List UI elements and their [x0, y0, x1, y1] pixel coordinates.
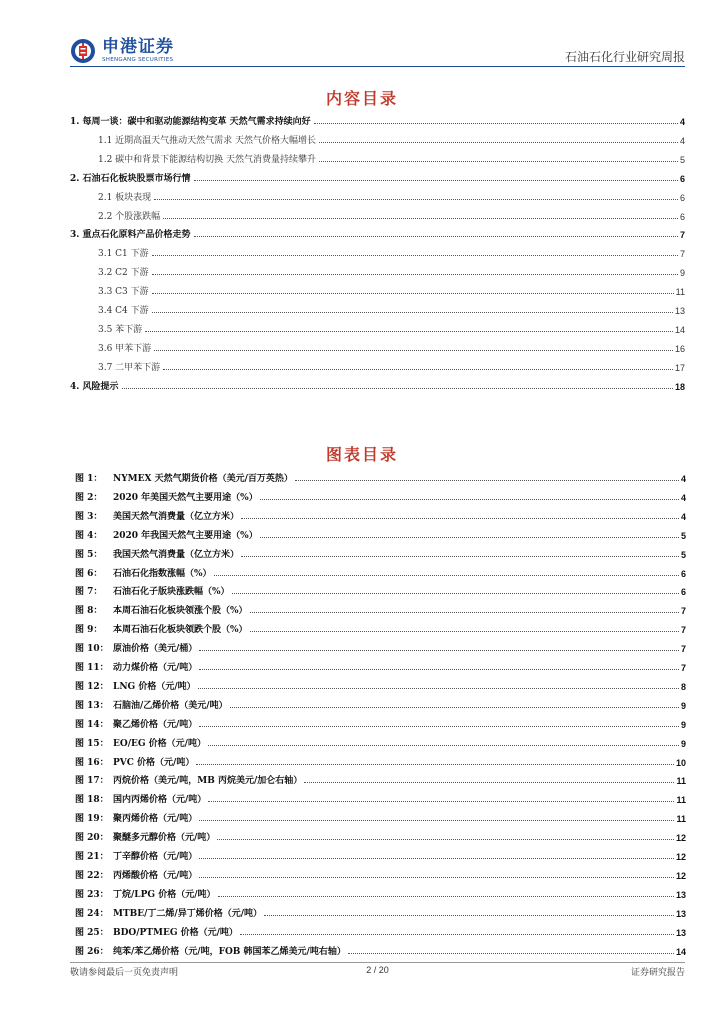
toc-entry-page: 5 — [679, 154, 685, 165]
figure-entry[interactable] — [75, 939, 686, 957]
dot-leader — [199, 650, 679, 651]
figure-entry-number: 图 9： — [75, 625, 103, 636]
figure-entry-page: 4 — [680, 492, 686, 503]
figure-entry-number: 图 22： — [75, 870, 109, 881]
document-type: 证券研究报告 — [630, 968, 685, 978]
figure-entry[interactable] — [75, 920, 686, 938]
figure-entry[interactable] — [75, 561, 686, 579]
figure-entry[interactable] — [75, 750, 686, 768]
dot-leader — [348, 953, 674, 954]
toc-entry-label: 3.5 苯下游 — [98, 324, 143, 335]
figure-entry-number: 图 20： — [75, 833, 109, 844]
page-header — [70, 30, 685, 70]
dot-leader — [260, 499, 679, 500]
toc-entry[interactable] — [70, 109, 685, 127]
figure-entry-page: 12 — [675, 870, 686, 881]
figure-entry[interactable] — [75, 712, 686, 730]
dot-leader — [163, 218, 678, 219]
figure-entry-number: 图 4： — [75, 530, 103, 541]
figure-entry-number: 图 11： — [75, 663, 109, 673]
dot-leader — [250, 612, 679, 613]
dot-leader — [199, 669, 679, 670]
figure-entry-page: 13 — [675, 927, 686, 938]
toc-entry[interactable] — [70, 185, 685, 203]
figure-entry[interactable] — [75, 598, 686, 616]
figure-entry[interactable] — [75, 655, 686, 673]
company-logo — [70, 34, 174, 68]
footer-divider — [70, 962, 685, 963]
toc-entry-label: 3.3 C3 下游 — [98, 287, 149, 298]
figure-entry-page: 9 — [680, 719, 686, 730]
figure-entry-title: MTBE/丁二烯/异丁烯价格（元/吨） — [113, 908, 262, 919]
figure-entry-title: 动力煤价格（元/吨） — [113, 663, 198, 673]
dot-leader — [295, 480, 679, 481]
figure-entry-number: 图 18： — [75, 795, 109, 806]
figure-entry[interactable] — [75, 825, 686, 843]
toc-entry-label: 3.2 C2 下游 — [98, 268, 149, 279]
disclaimer-note: 敬请参阅最后一页免责声明 — [70, 968, 179, 978]
toc-entry-page: 4 — [679, 117, 685, 127]
figure-entry-page: 7 — [680, 606, 686, 617]
figure-entry-title: BDO/PTMEG 价格（元/吨） — [113, 927, 238, 938]
figure-entry[interactable] — [75, 674, 686, 692]
figure-entry-page: 12 — [675, 833, 686, 844]
figure-entry-page: 13 — [675, 908, 686, 919]
figure-entry[interactable] — [75, 636, 686, 654]
figure-entry[interactable] — [75, 542, 686, 560]
figure-entry-title: 丙烷价格（美元/吨，MB 丙烷美元/加仑右轴） — [113, 776, 303, 787]
header-divider — [70, 66, 685, 67]
logo-english-name: SHENGANG SECURITIES — [102, 56, 174, 63]
dot-leader — [199, 820, 674, 821]
figure-entry-page: 9 — [680, 738, 686, 749]
toc-entry-page: 11 — [675, 287, 685, 298]
figure-entry-title: 2020 年我国天然气主要用途（%） — [113, 530, 258, 541]
figure-entry-title: LNG 价格（元/吨） — [113, 681, 196, 692]
dot-leader — [217, 839, 674, 840]
figure-entry-page: 6 — [680, 568, 686, 579]
toc-entry-label: 2.1 板块表现 — [98, 192, 152, 203]
figure-entry-number: 图 12： — [75, 681, 109, 692]
dot-leader — [152, 274, 678, 275]
figure-entry-number: 图 6： — [75, 568, 103, 579]
toc-entry[interactable] — [70, 336, 685, 354]
figure-entry-number: 图 7： — [75, 587, 103, 598]
toc-entry-page: 7 — [679, 230, 685, 241]
toc-entry[interactable] — [70, 128, 685, 146]
figure-entry[interactable] — [75, 901, 686, 919]
figure-entry-title: 纯苯/苯乙烯价格（元/吨，FOB 韩国苯乙烯美元/吨右轴） — [113, 946, 346, 957]
dot-leader — [304, 782, 674, 783]
figure-entry[interactable] — [75, 466, 686, 484]
toc-entry-label: 1. 每周一谈：碳中和驱动能源结构变革 天然气需求持续向好 — [70, 117, 311, 127]
dot-leader — [199, 726, 679, 727]
figure-entry-title: 丙烯酸价格（元/吨） — [113, 870, 198, 881]
toc-entry-label: 2.2 个股涨跌幅 — [98, 211, 161, 222]
figure-entry-title: 丁烷/LPG 价格（元/吨） — [113, 889, 216, 900]
figure-entry-page: 5 — [680, 549, 686, 560]
figure-entry-number: 图 26： — [75, 946, 109, 957]
dot-leader — [250, 631, 679, 632]
toc-entry[interactable] — [70, 241, 685, 259]
dot-leader — [214, 575, 679, 576]
page-footer — [70, 965, 685, 981]
figure-entry[interactable] — [75, 882, 686, 900]
dot-leader — [163, 369, 673, 370]
company-logo-icon — [70, 38, 96, 64]
toc-entry-label: 3. 重点石化原料产品价格走势 — [70, 230, 191, 241]
toc-entry-page: 17 — [674, 362, 685, 373]
dot-leader — [194, 180, 678, 181]
figure-entry[interactable] — [75, 768, 686, 786]
toc-entry[interactable] — [70, 222, 685, 240]
figure-entry-number: 图 25： — [75, 927, 109, 938]
dot-leader — [319, 142, 678, 143]
figure-entry-title: 石脑油/乙烯价格（美元/吨） — [113, 700, 228, 711]
figure-entry-title: PVC 价格（元/吨） — [113, 757, 195, 768]
dot-leader — [199, 858, 674, 859]
toc-entry[interactable] — [70, 374, 685, 392]
figure-entry-page: 8 — [680, 681, 686, 692]
figure-entry[interactable] — [75, 485, 686, 503]
figure-entry-number: 图 1： — [75, 474, 103, 484]
figure-entry-title: 原油价格（美元/桶） — [113, 644, 198, 655]
toc-entry-page: 4 — [679, 135, 685, 146]
figure-entry-title: 石油石化子版块涨跌幅（%） — [113, 587, 230, 598]
dot-leader — [196, 764, 674, 765]
toc-entry-page: 6 — [679, 192, 685, 203]
toc-entry[interactable] — [70, 298, 685, 316]
page-number: 2 / 20 — [366, 965, 389, 975]
figure-entry-title: 聚乙烯价格（元/吨） — [113, 719, 198, 730]
dot-leader — [152, 255, 678, 256]
figure-entry-page: 6 — [680, 587, 686, 598]
toc-entry[interactable] — [70, 279, 685, 297]
dot-leader — [152, 312, 673, 313]
contents-title: 内容目录 — [325, 89, 398, 108]
dot-leader — [154, 350, 673, 351]
figure-entry-page: 13 — [675, 889, 686, 900]
dot-leader — [232, 593, 679, 594]
dot-leader — [314, 123, 678, 124]
toc-entry-label: 3.6 甲苯下游 — [98, 343, 152, 354]
figure-entry-title: EO/EG 价格（元/吨） — [113, 738, 206, 749]
figure-entry[interactable] — [75, 504, 686, 522]
figure-entry-number: 图 16： — [75, 757, 109, 768]
dot-leader — [154, 199, 678, 200]
dot-leader — [240, 934, 674, 935]
dot-leader — [198, 688, 679, 689]
figure-entry-title: 我国天然气消费量（亿立方米） — [113, 549, 240, 560]
dot-leader — [241, 556, 679, 557]
dot-leader — [208, 801, 674, 802]
toc-entry-page: 13 — [674, 306, 685, 316]
figure-entry-page: 10 — [675, 757, 686, 768]
report-series-title: 石油石化行业研究周报 — [564, 50, 685, 64]
figure-entry[interactable] — [75, 579, 686, 597]
figure-entry-page: 5 — [680, 530, 686, 541]
toc-entry-label: 1.1 近期高温天气推动天然气需求 天然气价格大幅增长 — [98, 135, 317, 146]
figure-entry-title: 本周石油石化板块领跌个股（%） — [113, 625, 248, 636]
toc-entry-label: 4. 风险提示 — [70, 381, 119, 392]
figure-entry-number: 图 21： — [75, 852, 109, 862]
toc-entry-label: 2. 石油石化板块股票市场行情 — [70, 173, 191, 184]
dot-leader — [199, 877, 674, 878]
dot-leader — [218, 896, 674, 897]
toc-entry-page: 6 — [679, 173, 685, 184]
dot-leader — [230, 707, 679, 708]
toc-entry-page: 9 — [679, 268, 685, 279]
toc-entry-label: 3.1 C1 下游 — [98, 249, 149, 260]
figure-entry-number: 图 13： — [75, 700, 109, 711]
toc-entry-page: 7 — [679, 249, 685, 260]
toc-entry[interactable] — [70, 147, 685, 165]
figure-entry-number: 图 8： — [75, 606, 103, 617]
dot-leader — [145, 331, 673, 332]
figure-entry-title: 聚丙烯价格（元/吨） — [113, 814, 198, 825]
figure-entry-title: 石油石化指数涨幅（%） — [113, 568, 212, 579]
figure-entry-number: 图 5： — [75, 549, 103, 560]
toc-entry[interactable] — [70, 355, 685, 373]
figure-entry-page: 7 — [680, 663, 686, 673]
figure-entry-number: 图 10： — [75, 644, 109, 655]
figure-entry-page: 11 — [676, 814, 686, 825]
figure-entry[interactable] — [75, 806, 686, 824]
figure-entry-page: 12 — [675, 852, 686, 862]
figure-entry-number: 图 23： — [75, 889, 109, 900]
figure-entry-page: 11 — [676, 776, 686, 787]
dot-leader — [264, 915, 674, 916]
figures-title: 图表目录 — [325, 445, 398, 464]
toc-entry-page: 6 — [679, 211, 685, 222]
toc-entry-label: 1.2 碳中和背景下能源结构切换 天然气消费量持续攀升 — [98, 154, 317, 165]
figure-entry-number: 图 17： — [75, 776, 109, 787]
toc-entry-label: 3.7 二甲苯下游 — [98, 362, 161, 373]
figure-entry[interactable] — [75, 863, 686, 881]
figure-entry-number: 图 15： — [75, 738, 109, 749]
figure-entry[interactable] — [75, 693, 686, 711]
toc-entry[interactable] — [70, 204, 685, 222]
dot-leader — [319, 161, 678, 162]
figure-entry-number: 图 24： — [75, 908, 109, 919]
dot-leader — [194, 236, 678, 237]
toc-entry-page: 18 — [674, 381, 685, 392]
dot-leader — [122, 388, 673, 389]
figure-entry-number: 图 19： — [75, 814, 109, 825]
figure-entry-number: 图 14： — [75, 719, 109, 730]
figure-entry-title: 本周石油石化板块领涨个股（%） — [113, 606, 248, 617]
toc-entry[interactable] — [70, 260, 685, 278]
figure-entry-page: 14 — [675, 946, 686, 957]
dot-leader — [208, 745, 679, 746]
figure-entry-page: 4 — [680, 511, 686, 522]
figure-entry[interactable] — [75, 523, 686, 541]
figure-entry-title: 2020 年美国天然气主要用途（%） — [113, 492, 258, 503]
figure-entry-title: 国内丙烯价格（元/吨） — [113, 795, 207, 806]
figure-entry[interactable] — [75, 844, 686, 862]
dot-leader — [241, 518, 679, 519]
figure-entry[interactable] — [75, 787, 686, 805]
toc-entry[interactable] — [70, 166, 685, 184]
figure-entry-title: 美国天然气消费量（亿立方米） — [113, 511, 240, 522]
figure-entry-page: 9 — [680, 700, 686, 711]
figure-entry-number: 图 3： — [75, 511, 103, 522]
figure-entry[interactable] — [75, 617, 686, 635]
toc-entry-label: 3.4 C4 下游 — [98, 306, 149, 316]
dot-leader — [152, 293, 674, 294]
figure-entry-page: 4 — [680, 474, 686, 484]
dot-leader — [260, 537, 679, 538]
figure-entry-title: 聚醚多元醇价格（元/吨） — [113, 833, 216, 844]
figure-entry-title: NYMEX 天然气期货价格（美元/百万英热） — [113, 474, 293, 484]
figure-entry-page: 7 — [680, 644, 686, 655]
toc-entry[interactable] — [70, 317, 685, 335]
figure-entry-page: 11 — [676, 795, 686, 806]
logo-chinese-name: 申港证券 — [102, 36, 174, 57]
figure-entry[interactable] — [75, 731, 686, 749]
figure-entry-title: 丁辛醇价格（元/吨） — [113, 852, 198, 862]
toc-entry-page: 14 — [674, 324, 685, 335]
toc-entry-page: 16 — [674, 343, 685, 354]
figure-entry-number: 图 2： — [75, 492, 103, 503]
figure-entry-page: 7 — [680, 625, 686, 636]
